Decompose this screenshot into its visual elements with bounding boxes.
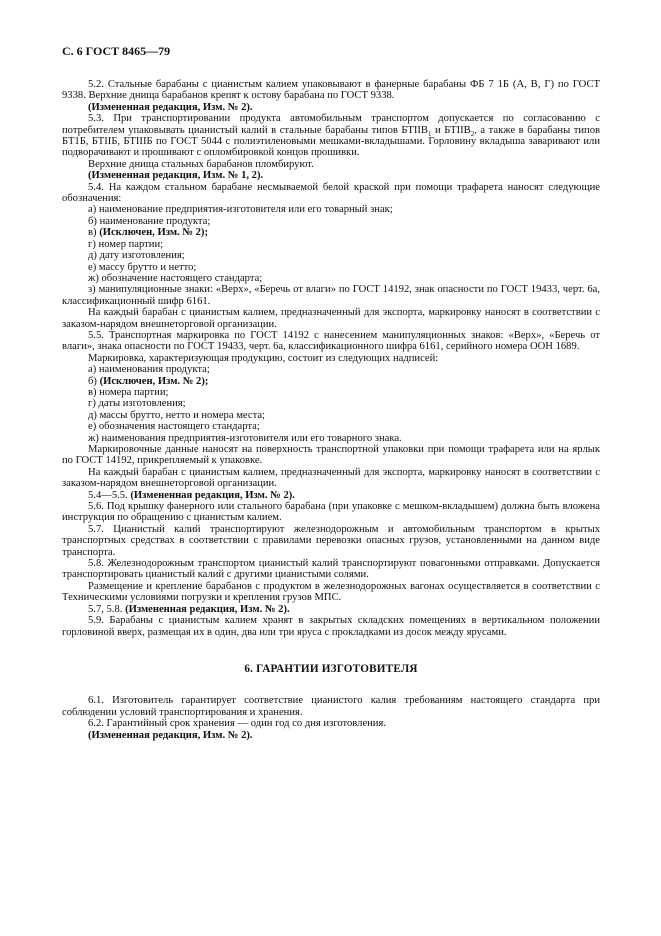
paragraph-5-2: 5.2. Стальные барабаны с цианистым калием упаковывают в фанерные барабаны ФБ 7 1Б (А, В, Г) по ГОСТ 9338. Верхние днища барабанов крепят к остову барабана по ГОСТ 9338. [62,79,600,102]
paragraph-5-8: 5.8. Железнодорожным транспортом цианистый калий транспортируют повагонными отправками. Допускается транспортировать цианистый калий с другими цианистыми солями. [62,558,600,581]
list-item: г) номер партии; [88,238,164,250]
paragraph-5-3-text-a: 5.3. При транспортировании продукта автомобильным транспортом допускается по согласованию с потребителем упаковывать цианистый калий в стальные барабаны типов БТIIВ [62,113,600,136]
list-item: г) даты изготовления; [88,398,186,410]
paragraph-5-3-text-c: , а также в барабаны типов БТ1Б, БТIIБ, БТIIIБ по ГОСТ 5044 с полиэтиленовыми мешками-вкладышами. Горловину вкладыша заваривают или подворачивают и прошивают с опломбировкой концов прошивки. [62,124,600,159]
list-item: ж) обозначение настоящего стандарта; [88,272,263,284]
paragraph-5-9: 5.9. Барабаны с цианистым калием хранят в закрытых складских помещениях в вертикальном положении горловиной вверх, размещая их в один, два или три яруса с прокладками из досок между ярусами. [62,615,600,638]
clause-ref: 5.4—5.5. [88,489,131,501]
document-body [62,79,600,741]
paragraph-export: На каждый барабан с цианистым калием, предназначенный для экспорта, маркировку наносят в соответствии с заказом-нарядом внешнеторговой организации. [62,466,600,490]
list-item: з) манипуляционные знаки: «Верх», «Беречь от влаги» по ГОСТ 14192, знак опасности по ГОСТ 19433, черт. 6а, классификационный шифр 6161. [62,284,600,307]
subscript-2: 2 [470,129,475,138]
list-item [62,376,600,387]
list-item: а) наименования продукта; [88,364,210,376]
paragraph-placement: Размещение и крепление барабанов с продуктом в железнодорожных вагонах осуществляется в соответствии с Техническими условиями погрузки и крепления грузов МПС. [62,580,600,604]
paragraph-5-5: 5.5. Транспортная маркировка по ГОСТ 14192 с нанесением манипуляционных знаков: «Верх», «Беречь от влаги», знака опасности по ГОСТ 19433, черт. 6а, классификационного шифра 6161, серийного номера ООН 1689. [62,329,600,353]
excluded-note: (Исключен, Изм. № 2); [99,375,209,387]
amendment-note: (Измененная редакция, Изм. № 2). [88,101,253,113]
page-header: С. 6 ГОСТ 8465—79 [62,44,171,58]
paragraph-export: На каждый барабан с цианистым калием, предназначенный для экспорта, маркировку наносят в соответствии с заказом-нарядом внешнеторговой организации. [62,307,600,330]
paragraph-5-6: 5.6. Под крышку фанерного или стального барабана (при упаковке с мешком-вкладышем) должна быть вложена инструкция по обращению с цианистым калием. [62,501,600,524]
paragraph-5-3-text-b: и БТIIВ [431,124,471,136]
list-item: а) наименование предприятия-изготовителя или его товарный знак; [88,204,393,216]
list-item: е) обозначения настоящего стандарта; [88,421,260,433]
amendment-note: (Измененная редакция, Изм. № 2). [125,603,290,615]
list-item [62,227,600,238]
list-item: в) номера партии; [88,386,169,398]
list-item-letter: б) [88,375,100,387]
clause-ref: 5.7, 5.8. [88,603,126,615]
amendment-line [62,604,600,615]
subscript-1: 1 [427,129,432,138]
list-item: ж) наименования предприятия-изготовителя или его товарного знака. [88,432,402,444]
paragraph-marking: Маркировка, характеризующая продукцию, состоит из следующих надписей: [88,352,439,364]
list-item: е) массу брутто и нетто; [88,261,197,273]
list-item: д) массы брутто, нетто и номера места; [88,409,265,421]
excluded-note: (Исключен, Изм. № 2); [99,227,208,239]
paragraph-marking-data: Маркировочные данные наносят на поверхность транспортной упаковки при помощи трафарета или на ярлык по ГОСТ 14192, прикрепляемый к упаковке. [62,444,600,467]
amendment-note: (Измененная редакция, Изм. № 2). [88,729,253,741]
paragraph-5-3 [62,113,600,159]
section-title: 6. ГАРАНТИИ ИЗГОТОВИТЕЛЯ [244,662,418,675]
paragraph-seal: Верхние днища стальных барабанов пломбируют. [88,158,314,170]
list-item-letter: в) [88,227,100,239]
list-item: б) наименование продукта; [88,215,211,227]
list-item: д) дату изготовления; [88,250,185,262]
paragraph-6-2: 6.2. Гарантийный срок хранения — один год со дня изготовления. [88,718,386,730]
amendment-line [62,490,600,501]
paragraph-6-1: 6.1. Изготовитель гарантирует соответствие цианистого калия требованиям настоящего стандарта при соблюдении условий транспортирования и хранения. [62,695,600,718]
amendment-note: (Измененная редакция, Изм. № 2). [130,489,295,501]
amendment-note: (Измененная редакция, Изм. № 1, 2). [88,170,264,182]
paragraph-5-4: 5.4. На каждом стальном барабане несмываемой белой краской при помощи трафарета наносят следующие обозначения: [62,181,600,205]
paragraph-5-7: 5.7. Цианистый калий транспортируют железнодорожным и автомобильным транспортом в крытых транспортных средствах в соответствии с правилами перевозки опасных грузов, установленными на данном виде транспорта. [62,523,600,558]
